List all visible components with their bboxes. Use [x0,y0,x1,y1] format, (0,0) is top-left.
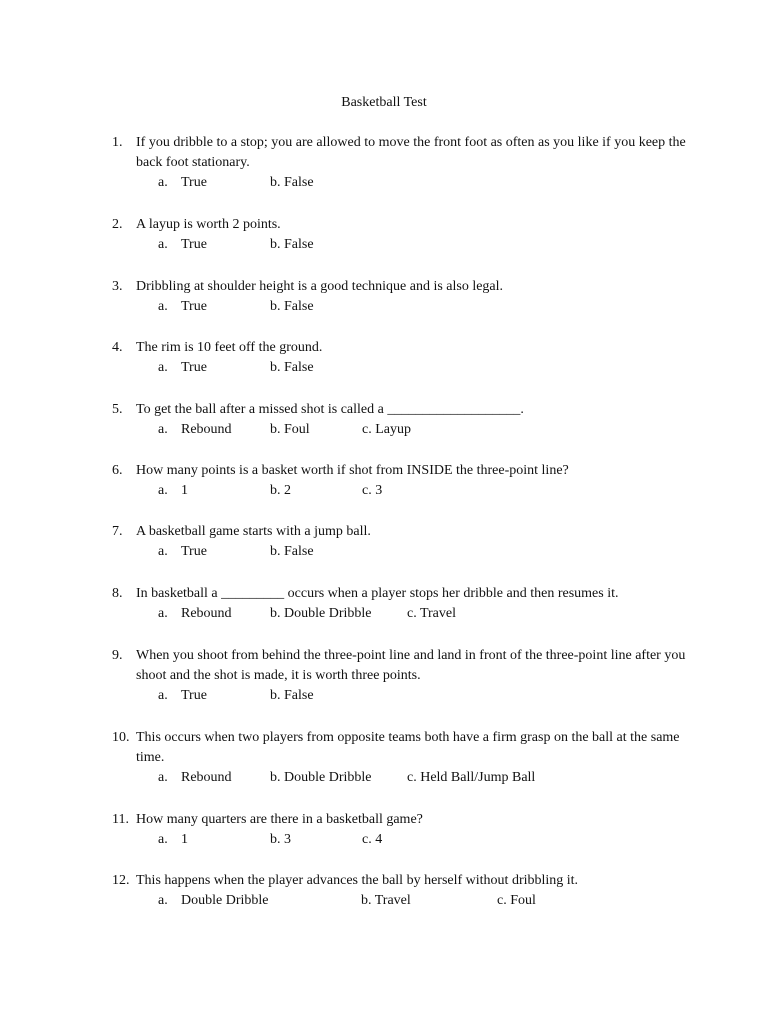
question-text: To get the ball after a missed shot is called a ___________________. [136,402,524,417]
option-c: c. Foul [497,893,536,908]
answer-options [112,891,692,911]
answer-options [112,768,692,788]
option-b: b. False [270,544,314,559]
answer-options [112,173,692,193]
question-number: 3. [112,279,123,294]
option-a: a. Rebound [158,770,232,785]
option-b: b. Foul [270,422,310,437]
question-1 [112,133,692,193]
question-text: A layup is worth 2 points. [136,217,281,232]
question-11 [112,810,692,850]
question-number: 6. [112,463,123,478]
option-c: c. Travel [407,606,456,621]
question-9 [112,646,692,706]
option-b: b. False [270,360,314,375]
option-b: b. Double Dribble [270,770,372,785]
option-b: b. Travel [361,893,411,908]
question-number: 4. [112,340,123,355]
answer-options [112,358,692,378]
question-text: If you dribble to a stop; you are allowed to move the front foot as often as you like if you keep the back foot stationary. [136,135,686,170]
question-number: 11. [112,812,129,827]
option-b: b. 3 [270,832,291,847]
option-a: a. Rebound [158,606,232,621]
question-8 [112,584,692,624]
answer-options [112,542,692,562]
question-text: This happens when the player advances the ball by herself without dribbling it. [136,873,579,888]
option-c: c. Layup [362,422,411,437]
option-c: c. 3 [362,483,383,498]
question-number: 5. [112,402,123,417]
question-text: In basketball a _________ occurs when a player stops her dribble and then resumes it. [136,586,619,601]
option-a: a. Double Dribble [158,893,269,908]
question-number: 8. [112,586,123,601]
option-b: b. False [270,175,314,190]
option-b: b. 2 [270,483,291,498]
option-a: a. True [158,544,207,559]
question-2 [112,215,692,255]
question-number: 12. [112,873,130,888]
answer-options [112,481,692,501]
question-7 [112,522,692,562]
option-a: a. Rebound [158,422,232,437]
question-number: 10. [112,730,130,745]
option-b: b. False [270,237,314,252]
question-number: 1. [112,135,123,150]
question-number: 9. [112,648,123,663]
question-12 [112,871,692,911]
question-3 [112,277,692,317]
question-number: 2. [112,217,123,232]
option-b: b. Double Dribble [270,606,372,621]
answer-options [112,830,692,850]
question-text: This occurs when two players from opposite teams both have a firm grasp on the ball at the same time. [136,730,680,765]
answer-options [112,235,692,255]
option-a: a. True [158,237,207,252]
option-a: a. True [158,175,207,190]
option-b: b. False [270,299,314,314]
option-a: a. True [158,299,207,314]
question-6 [112,461,692,501]
option-a: a. True [158,360,207,375]
question-5 [112,400,692,440]
question-text: When you shoot from behind the three-point line and land in front of the three-point line after you shoot and the shot is made, it is worth three points. [136,648,686,683]
answer-options [112,604,692,624]
answer-options [112,297,692,317]
answer-options [112,686,692,706]
option-a: a. 1 [158,832,188,847]
question-text: How many points is a basket worth if shot from INSIDE the three-point line? [136,463,569,478]
question-text: A basketball game starts with a jump ball. [136,524,371,539]
option-a: a. 1 [158,483,188,498]
option-c: c. Held Ball/Jump Ball [407,770,536,785]
question-text: The rim is 10 feet off the ground. [136,340,323,355]
option-c: c. 4 [362,832,383,847]
answer-options [112,420,692,440]
option-b: b. False [270,688,314,703]
question-text: How many quarters are there in a basketball game? [136,812,423,827]
page-title: Basketball Test [341,95,427,110]
question-10 [112,728,692,788]
question-number: 7. [112,524,123,539]
option-a: a. True [158,688,207,703]
question-text: Dribbling at shoulder height is a good technique and is also legal. [136,279,504,294]
question-4 [112,338,692,378]
